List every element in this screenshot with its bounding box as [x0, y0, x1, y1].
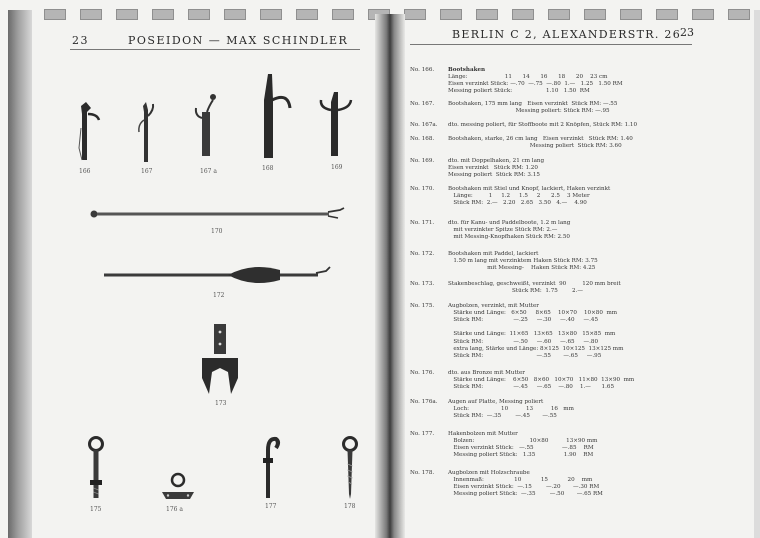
entry-number: No. 167a.	[410, 122, 438, 128]
label-172: 172	[213, 292, 225, 299]
eye-plate-176a-image	[160, 470, 196, 500]
entry-line: Eisen verzinkt Stück: —.15 —.20 —.30 RM	[448, 484, 600, 491]
entry-line: Augen auf Platte, Messing poliert	[448, 399, 544, 405]
entry-line: dto. messing poliert, für Stoffboote mit 2 Knöpfen, Stück RM: 1.10	[448, 122, 638, 128]
entry-line: Stakenbeschlag, geschweißt, verzinkt 90 120 mm breit	[448, 281, 621, 287]
boathook-169-image	[318, 92, 354, 160]
entry-line: extra lang, Stärke und Länge: 8×125 10×125 13×125 mm	[448, 345, 624, 352]
entry-line: Messing poliert Stück: 1.35 1.90 RM	[448, 452, 594, 459]
boathook-paddle-172-image	[104, 262, 332, 288]
boathook-166-image	[72, 98, 102, 166]
entry-number: No. 166.	[410, 67, 435, 73]
entry-line: Messing poliert Stück RM: 3.60	[448, 143, 622, 150]
entry-line: Bootshaken mit Stiel und Knopf, lackiert, Haken verzinkt	[448, 186, 611, 192]
book-gutter	[375, 14, 405, 538]
entry-number: No. 167.	[410, 101, 435, 107]
label-178: 178	[344, 503, 356, 510]
entry-line: Länge: 1 1.2 1.5 2 2.5 3 Meter	[448, 193, 590, 200]
entry-number: No. 171.	[410, 220, 435, 226]
entry-line: Stück RM: —.55 —.65 —.95	[448, 352, 602, 359]
right-page-number: 23	[680, 26, 694, 39]
entry-line: dto. mit Doppelhaken, 21 cm lang	[448, 158, 545, 164]
pole-fitting-173-image	[198, 322, 242, 396]
entry-line: Stück RM: 2.— 2.20 2.65 3.50 4.— 4.90	[448, 200, 587, 207]
price-catalog	[410, 0, 695, 538]
entry-number: No. 178.	[410, 470, 435, 476]
entry-line: Hakenbolzen mit Mutter	[448, 431, 518, 437]
entry-line: Bolzen: 10×80 13×90 mm	[448, 438, 598, 445]
entry-line: Stück RM: —.45 —.65 —.80 1.— 1.65	[448, 384, 615, 391]
entry-line: Messing poliert Stück: —.35 —.50 —.65 RM	[448, 491, 603, 498]
label-176a: 176 a	[166, 506, 183, 513]
label-177: 177	[265, 503, 277, 510]
right-page-title: BERLIN C 2, ALEXANDERSTR. 26	[452, 28, 682, 41]
boathook-170-pole-image	[90, 206, 346, 222]
left-page-number: 23	[72, 34, 89, 47]
entry-line: Länge: 11 14 16 18 20 23 cm	[448, 74, 608, 81]
entry-line: dto. aus Bronze mit Mutter	[448, 370, 525, 376]
entry-number: No. 169.	[410, 158, 435, 164]
entry-line: Stärke und Länge: 6×50 8×65 10×70 10×80 mm	[448, 310, 618, 317]
boathook-168-image	[258, 74, 294, 160]
entry-line: Stück RM: —.50 —.60 —.65 —.80	[448, 338, 598, 345]
label-175: 175	[90, 506, 102, 513]
label-173: 173	[215, 400, 227, 407]
left-page-edge	[8, 10, 32, 538]
boathook-167-image	[134, 102, 158, 164]
entry-line: Bootshaken mit Paddel, lackiert	[448, 251, 539, 257]
entry-line: Augbolzen mit Holzschraube	[448, 470, 530, 476]
right-page-edge	[754, 10, 760, 538]
eyebolt-175-image	[86, 436, 106, 500]
entry-line: Stärke und Länge: 11×65 13×65 13×80 15×85 mm	[448, 331, 616, 338]
label-167: 167	[141, 168, 153, 175]
entry-number: No. 175.	[410, 303, 435, 309]
entry-line: Stück RM: 1.75 2.—	[448, 288, 583, 295]
label-167a: 167 a	[200, 168, 217, 175]
entry-number: No. 172.	[410, 251, 435, 257]
entry-line: dto. für Kanu- und Paddelboote, 1.2 m lang	[448, 220, 571, 226]
entry-line: Stück RM: —.35 —.45 —.55	[448, 413, 557, 420]
entry-line: Eisen verzinkt Stück RM: 1.20	[448, 165, 538, 172]
entry-line: Eisen verzinkt Stück: —.70 —.75 —.80 1.— 1.25 1.50 RM	[448, 81, 623, 88]
entry-line: 1.50 m lang mit verzinktem Haken Stück RM: 3.75	[448, 258, 598, 265]
entry-line: mit Messing- Haken Stück RM: 4.25	[448, 265, 596, 272]
entry-number: No. 177.	[410, 431, 435, 437]
entry-number: No. 173.	[410, 281, 435, 287]
entry-line: mit Messing-Knopfhaken Stück RM: 2.50	[448, 234, 570, 241]
label-168: 168	[262, 165, 274, 172]
entry-line: mit verzinkter Spitze Stück RM: 2.—	[448, 227, 558, 234]
entry-line: Messing poliert: Stück RM: —.95	[448, 108, 610, 115]
label-166: 166	[79, 168, 91, 175]
entry-line: Messing poliert Stück: 1.10 1.50 RM	[448, 88, 590, 95]
label-170: 170	[211, 228, 223, 235]
entry-line: Innenmaß: 10 15 20 mm	[448, 477, 593, 484]
entry-number: No. 176a.	[410, 399, 438, 405]
left-page-title: POSEIDON — MAX SCHINDLER	[128, 34, 349, 47]
boathook-167a-image	[193, 92, 219, 160]
entry-number: No. 168.	[410, 136, 435, 142]
entry-line: Stärke und Länge: 6×50 8×60 10×70 11×80 13×90 mm	[448, 377, 635, 384]
entry-line: Messing poliert Stück RM: 3.15	[448, 172, 540, 179]
eye-screw-178-image	[340, 436, 360, 500]
entry-line: Bootshaken	[448, 67, 486, 73]
entry-line: Bootshaken, 175 mm lang Eisen verzinkt Stück RM: —.55	[448, 101, 618, 107]
entry-line: Eisen verzinkt Stück: —.55 —.85 RM	[448, 445, 594, 452]
hook-bolt-177-image	[258, 436, 282, 500]
left-header-rule	[70, 49, 360, 50]
label-169: 169	[331, 164, 343, 171]
entry-number: No. 176.	[410, 370, 435, 376]
entry-number: No. 170.	[410, 186, 435, 192]
entry-line: Bootshaken, starke, 26 cm lang Eisen verzinkt Stück RM: 1.40	[448, 136, 633, 142]
entry-line: Augbolzen, verzinkt, mit Mutter	[448, 303, 539, 309]
entry-line: Loch: 10 13 16 mm	[448, 406, 574, 413]
entry-line: Stück RM: —.25 —.30 —.40 —.45	[448, 317, 598, 324]
